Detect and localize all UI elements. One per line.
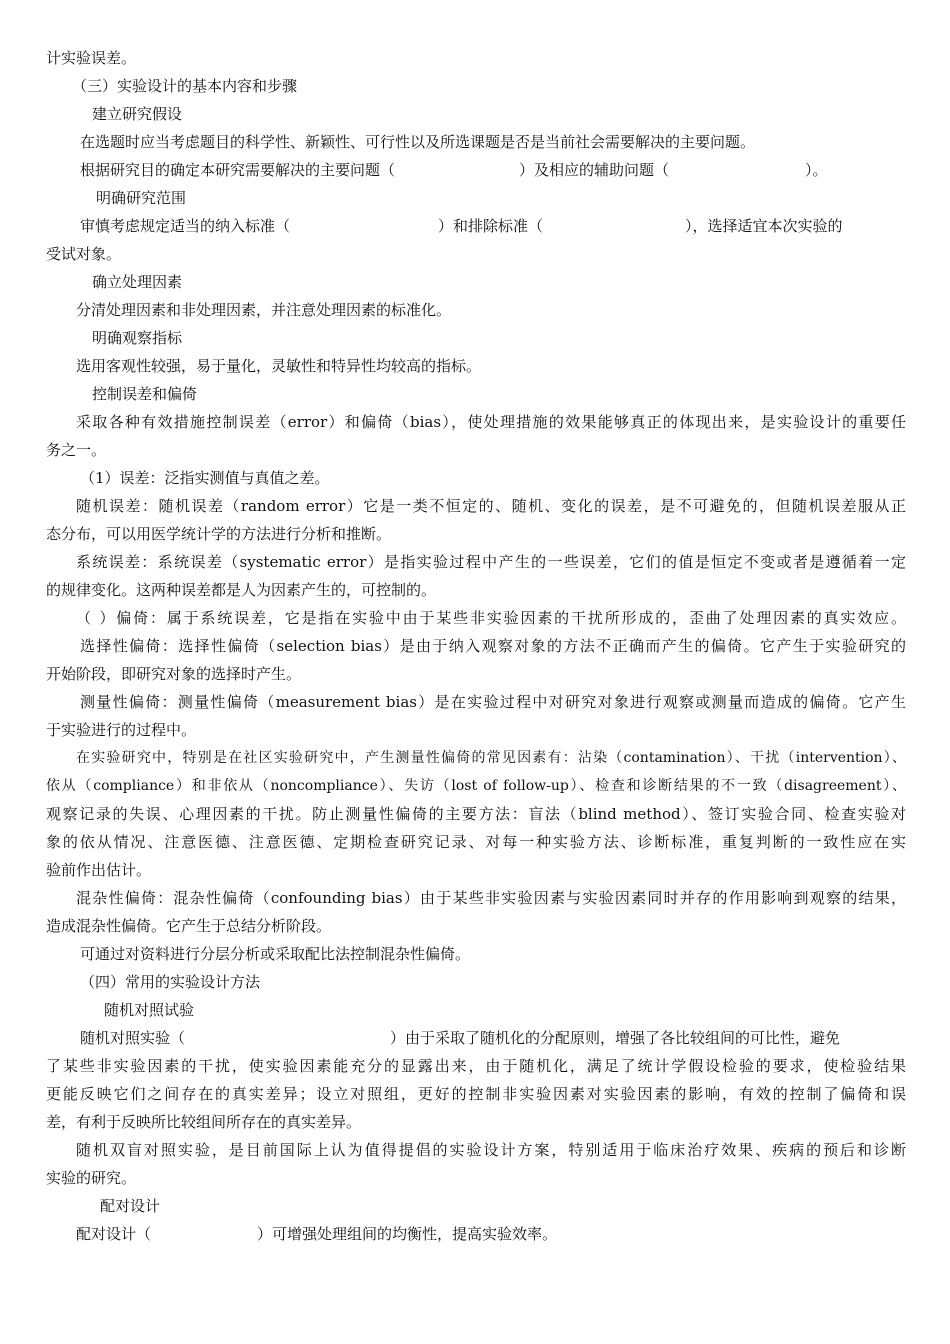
text-line: 于实验进行的过程中。 — [46, 721, 197, 739]
subsection-heading: 建立研究假设 — [92, 105, 183, 123]
text-line: 可通过对资料进行分层分析或采取配比法控制混杂性偏倚。 — [80, 945, 471, 963]
text-line: 采取各种有效措施控制误差（error）和偏倚（bias），使处理措施的效果能够真正的体现出来，是实验设计的重要任 — [76, 413, 906, 431]
text-line: 系统误差：系统误差（systematic error）是指实验过程中产生的一些误差，它们的值是恒定不变或者是遵循着一定 — [76, 553, 906, 571]
text-segment: 审慎考虑规定适当的纳入标准（ — [80, 217, 291, 235]
text-line: 测量性偏倚：测量性偏倚（measurement bias）是在实验过程中对研究对象进行观察或测量而造成的偏倚。它产生 — [80, 693, 906, 711]
text-segment: 根据研究目的确定本研究需要解决的主要问题（ — [80, 161, 396, 179]
text-segment: 配对设计（ — [76, 1225, 152, 1243]
text-line: 选用客观性较强，易于量化，灵敏性和特异性均较高的指标。 — [76, 357, 482, 375]
text-line-with-blanks — [80, 216, 940, 236]
subsection-heading: 确立处理因素 — [92, 273, 183, 291]
text-segment: ），选择适宜本次实验的 — [685, 217, 843, 235]
text-line: 验前作出估计。 — [46, 861, 152, 879]
text-line: 造成混杂性偏倚。它产生于总结分析阶段。 — [46, 917, 332, 935]
section-heading: （四）常用的实验设计方法 — [80, 973, 261, 991]
text-line: 差，有利于反映所比较组间所存在的真实差异。 — [46, 1113, 362, 1131]
text-line: 混杂性偏倚：混杂性偏倚（confounding bias）由于某些非实验因素与实验因素同时并存的作用影响到观察的结果， — [76, 889, 906, 907]
text-line: 选择性偏倚：选择性偏倚（selection bias）是由于纳入观察对象的方法不正确而产生的偏倚。它产生于实验研究的 — [80, 637, 906, 655]
text-line: 受试对象。 — [46, 245, 122, 263]
text-line: （ ）偏倚：属于系统误差，它是指在实验中由于某些非实验因素的干扰所形成的，歪曲了处理因素的真实效应。 — [76, 609, 906, 627]
text-segment: ）及相应的辅助问题（ — [519, 161, 670, 179]
subsection-heading: 明确观察指标 — [92, 329, 183, 347]
section-heading: （三）实验设计的基本内容和步骤 — [72, 77, 298, 95]
text-line-with-blanks — [80, 160, 940, 180]
text-segment: ）可增强处理组间的均衡性，提高实验效率。 — [257, 1225, 558, 1243]
text-segment: ）。 — [805, 161, 828, 179]
subsection-heading: 配对设计 — [100, 1197, 161, 1215]
text-line: 更能反映它们之间存在的真实差异；设立对照组，更好的控制非实验因素对实验因素的影响，有效的控制了偏倚和误 — [46, 1085, 906, 1103]
text-line: 随机双盲对照实验，是目前国际上认为值得提倡的实验设计方案，特别适用于临床治疗效果、疾病的预后和诊断 — [76, 1141, 906, 1159]
text-line: 开始阶段，即研究对象的选择时产生。 — [46, 665, 302, 683]
text-segment: 随机对照实验（ — [80, 1029, 186, 1047]
text-line: 实验的研究。 — [46, 1169, 137, 1187]
subsection-heading: 控制误差和偏倚 — [92, 385, 198, 403]
text-segment: ）和排除标准（ — [438, 217, 544, 235]
text-line: 分清处理因素和非处理因素，并注意处理因素的标准化。 — [76, 301, 452, 319]
text-line: 计实验误差。 — [46, 49, 137, 67]
text-line: 随机误差：随机误差（random error）它是一类不恒定的、随机、变化的误差，是不可避免的，但随机误差服从正 — [76, 497, 906, 515]
text-line: 在实验研究中，特别是在社区实验研究中，产生测量性偏倚的常见因素有：沾染（contamination）、干扰（intervention）、 — [76, 750, 906, 766]
text-line: 在选题时应当考虑题目的科学性、新颖性、可行性以及所选课题是否是当前社会需要解决的主要问题。 — [80, 133, 756, 151]
text-line: 务之一。 — [46, 441, 107, 459]
text-line: 的规律变化。这两种误差都是人为因素产生的，可控制的。 — [46, 581, 437, 599]
text-line: 象的依从情况、注意医德、注意医德、定期检查研究记录、对每一种实验方法、诊断标准，重复判断的一致性应在实 — [46, 833, 906, 851]
text-line: 依从（compliance）和非依从（noncompliance）、失访（lost of follow-up）、检查和诊断结果的不一致（disagreement）、 — [46, 778, 906, 794]
subsection-heading: 明确研究范围 — [96, 189, 187, 207]
text-line: 观察记录的失误、心理因素的干扰。防止测量性偏倚的主要方法：盲法（blind method）、签订实验合同、检查实验对 — [46, 805, 906, 823]
text-line-with-blanks — [80, 1028, 940, 1048]
text-line: （1）误差：泛指实测值与真值之差。 — [80, 469, 330, 487]
subsection-heading: 随机对照试验 — [104, 1001, 195, 1019]
text-segment: ）由于采取了随机化的分配原则，增强了各比较组间的可比性，避免 — [390, 1029, 841, 1047]
text-line: 了某些非实验因素的干扰，使实验因素能充分的显露出来，由于随机化，满足了统计学假设检验的要求，使检验结果 — [46, 1057, 906, 1075]
text-line-with-blanks — [76, 1224, 936, 1244]
text-line: 态分布，可以用医学统计学的方法进行分析和推断。 — [46, 525, 392, 543]
